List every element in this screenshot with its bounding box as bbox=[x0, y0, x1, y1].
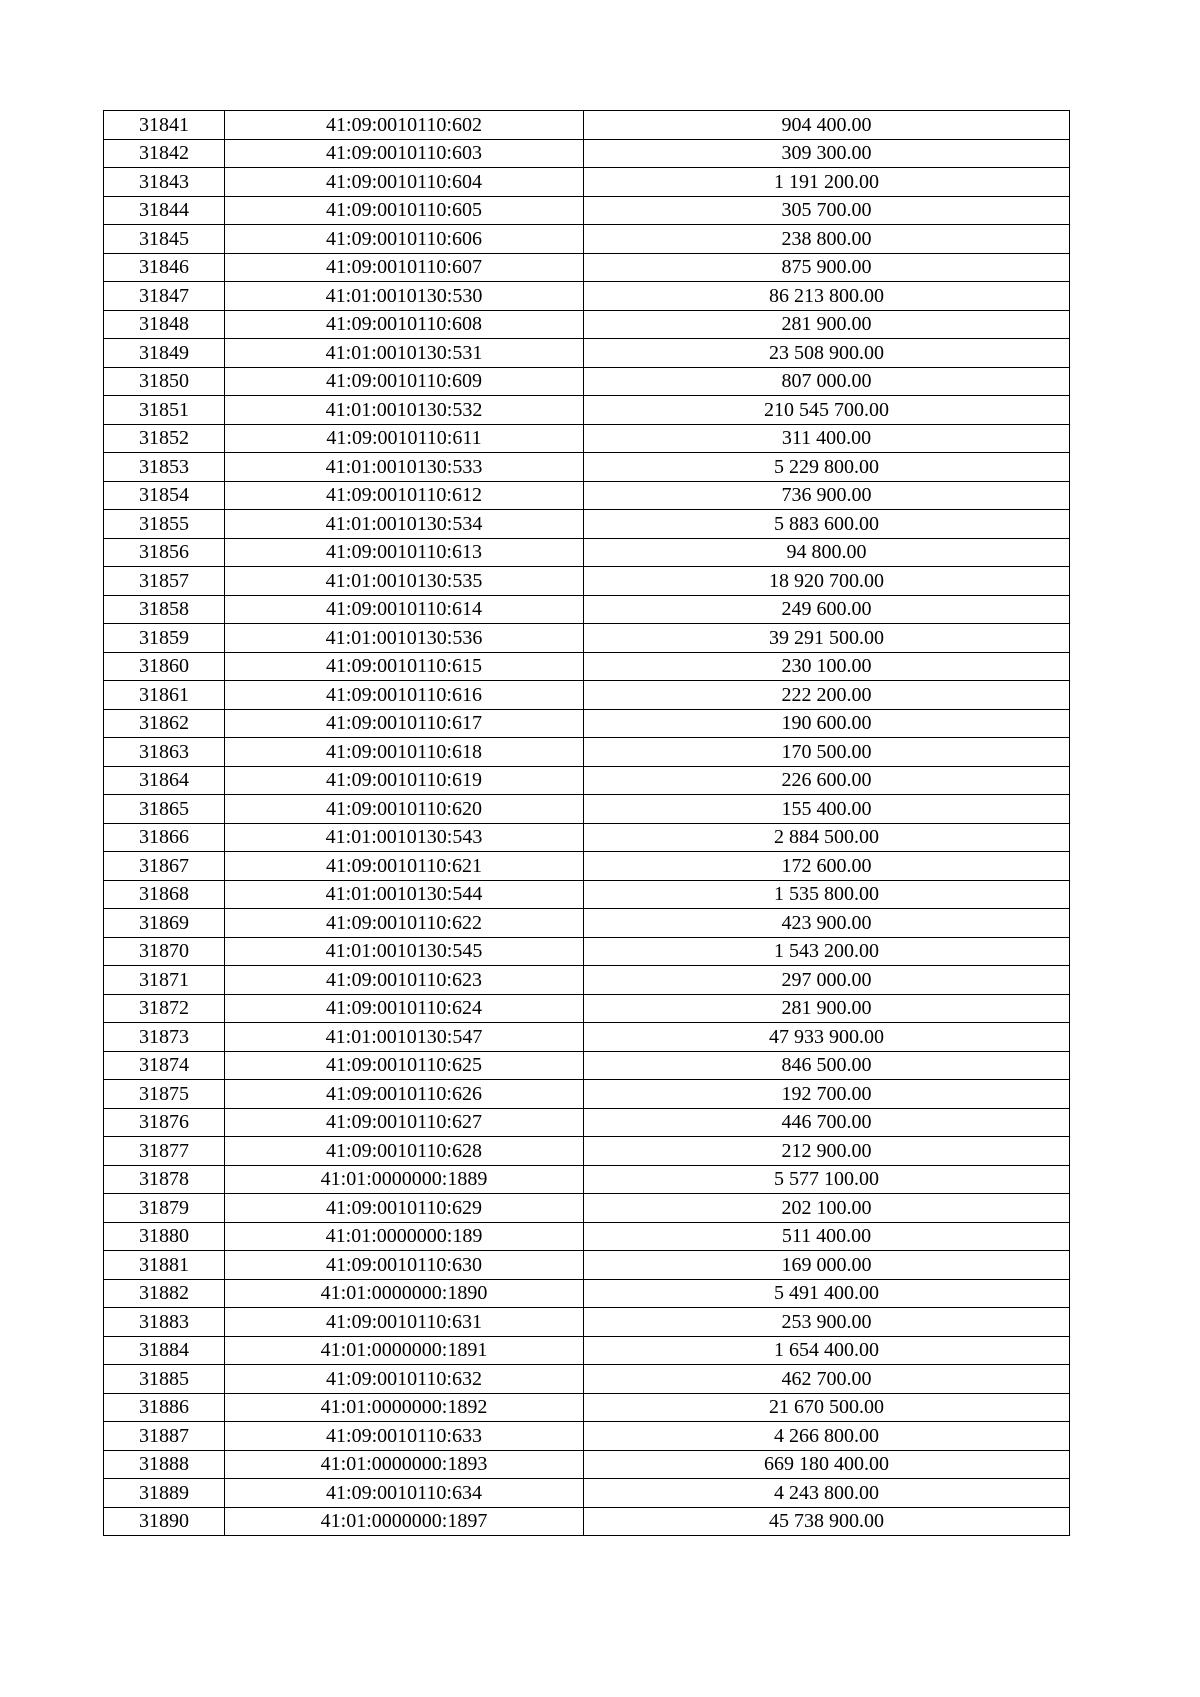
cadastral-number-cell: 41:09:0010110:609 bbox=[225, 367, 584, 396]
row-number-cell: 31867 bbox=[104, 852, 225, 881]
table-row bbox=[104, 367, 1070, 396]
row-number-cell: 31887 bbox=[104, 1422, 225, 1451]
value-cell: 230 100.00 bbox=[584, 652, 1070, 681]
table-row bbox=[104, 994, 1070, 1023]
value-cell: 1 543 200.00 bbox=[584, 937, 1070, 966]
row-number-cell: 31862 bbox=[104, 709, 225, 738]
value-cell: 47 933 900.00 bbox=[584, 1023, 1070, 1052]
cadastral-number-cell: 41:09:0010110:607 bbox=[225, 253, 584, 282]
table-row bbox=[104, 823, 1070, 852]
value-cell: 807 000.00 bbox=[584, 367, 1070, 396]
cadastral-number-cell: 41:09:0010110:611 bbox=[225, 424, 584, 453]
value-cell: 5 491 400.00 bbox=[584, 1279, 1070, 1308]
value-cell: 210 545 700.00 bbox=[584, 396, 1070, 425]
value-cell: 511 400.00 bbox=[584, 1222, 1070, 1251]
table-row bbox=[104, 624, 1070, 653]
cadastral-number-cell: 41:09:0010110:617 bbox=[225, 709, 584, 738]
value-cell: 736 900.00 bbox=[584, 481, 1070, 510]
cadastral-number-cell: 41:09:0010110:631 bbox=[225, 1308, 584, 1337]
value-cell: 18 920 700.00 bbox=[584, 567, 1070, 596]
value-cell: 2 884 500.00 bbox=[584, 823, 1070, 852]
table-row bbox=[104, 424, 1070, 453]
table-row bbox=[104, 795, 1070, 824]
value-cell: 21 670 500.00 bbox=[584, 1393, 1070, 1422]
row-number-cell: 31842 bbox=[104, 139, 225, 168]
cadastral-number-cell: 41:01:0010130:545 bbox=[225, 937, 584, 966]
row-number-cell: 31852 bbox=[104, 424, 225, 453]
table-row bbox=[104, 1080, 1070, 1109]
value-cell: 253 900.00 bbox=[584, 1308, 1070, 1337]
table-row bbox=[104, 1251, 1070, 1280]
row-number-cell: 31871 bbox=[104, 966, 225, 995]
table-row bbox=[104, 1222, 1070, 1251]
value-cell: 202 100.00 bbox=[584, 1194, 1070, 1223]
table-row bbox=[104, 1108, 1070, 1137]
table-row bbox=[104, 310, 1070, 339]
table-row bbox=[104, 282, 1070, 311]
table-row bbox=[104, 1279, 1070, 1308]
table-row bbox=[104, 1023, 1070, 1052]
cadastral-number-cell: 41:09:0010110:620 bbox=[225, 795, 584, 824]
row-number-cell: 31865 bbox=[104, 795, 225, 824]
value-cell: 5 577 100.00 bbox=[584, 1165, 1070, 1194]
value-cell: 155 400.00 bbox=[584, 795, 1070, 824]
value-cell: 305 700.00 bbox=[584, 196, 1070, 225]
cadastral-number-cell: 41:09:0010110:621 bbox=[225, 852, 584, 881]
row-number-cell: 31848 bbox=[104, 310, 225, 339]
table-row bbox=[104, 1137, 1070, 1166]
cadastral-number-cell: 41:01:0010130:535 bbox=[225, 567, 584, 596]
table-row bbox=[104, 1422, 1070, 1451]
table-row bbox=[104, 738, 1070, 767]
value-cell: 4 266 800.00 bbox=[584, 1422, 1070, 1451]
value-cell: 669 180 400.00 bbox=[584, 1450, 1070, 1479]
value-cell: 875 900.00 bbox=[584, 253, 1070, 282]
row-number-cell: 31884 bbox=[104, 1336, 225, 1365]
value-cell: 39 291 500.00 bbox=[584, 624, 1070, 653]
value-cell: 846 500.00 bbox=[584, 1051, 1070, 1080]
cadastral-value-table bbox=[103, 110, 1070, 1536]
cadastral-number-cell: 41:01:0010130:531 bbox=[225, 339, 584, 368]
cadastral-number-cell: 41:09:0010110:603 bbox=[225, 139, 584, 168]
row-number-cell: 31847 bbox=[104, 282, 225, 311]
value-cell: 169 000.00 bbox=[584, 1251, 1070, 1280]
value-cell: 1 535 800.00 bbox=[584, 880, 1070, 909]
table-row bbox=[104, 339, 1070, 368]
table-row bbox=[104, 1194, 1070, 1223]
value-cell: 311 400.00 bbox=[584, 424, 1070, 453]
row-number-cell: 31856 bbox=[104, 538, 225, 567]
cadastral-number-cell: 41:09:0010110:606 bbox=[225, 225, 584, 254]
table-row bbox=[104, 1393, 1070, 1422]
row-number-cell: 31866 bbox=[104, 823, 225, 852]
value-cell: 1 191 200.00 bbox=[584, 168, 1070, 197]
table-row bbox=[104, 1479, 1070, 1508]
value-cell: 45 738 900.00 bbox=[584, 1507, 1070, 1536]
table-row bbox=[104, 253, 1070, 282]
cadastral-number-cell: 41:09:0010110:633 bbox=[225, 1422, 584, 1451]
cadastral-number-cell: 41:09:0010110:604 bbox=[225, 168, 584, 197]
value-cell: 5 883 600.00 bbox=[584, 510, 1070, 539]
row-number-cell: 31861 bbox=[104, 681, 225, 710]
cadastral-number-cell: 41:01:0000000:1892 bbox=[225, 1393, 584, 1422]
table-row bbox=[104, 909, 1070, 938]
value-cell: 23 508 900.00 bbox=[584, 339, 1070, 368]
cadastral-number-cell: 41:09:0010110:614 bbox=[225, 595, 584, 624]
row-number-cell: 31878 bbox=[104, 1165, 225, 1194]
table-row bbox=[104, 681, 1070, 710]
row-number-cell: 31886 bbox=[104, 1393, 225, 1422]
value-cell: 4 243 800.00 bbox=[584, 1479, 1070, 1508]
table-row bbox=[104, 766, 1070, 795]
cadastral-number-cell: 41:09:0010110:619 bbox=[225, 766, 584, 795]
cadastral-number-cell: 41:09:0010110:630 bbox=[225, 1251, 584, 1280]
table-row bbox=[104, 510, 1070, 539]
table-row bbox=[104, 937, 1070, 966]
value-cell: 86 213 800.00 bbox=[584, 282, 1070, 311]
row-number-cell: 31849 bbox=[104, 339, 225, 368]
table-row bbox=[104, 595, 1070, 624]
table-row bbox=[104, 1365, 1070, 1394]
cadastral-number-cell: 41:01:0000000:1890 bbox=[225, 1279, 584, 1308]
value-cell: 238 800.00 bbox=[584, 225, 1070, 254]
table-row bbox=[104, 139, 1070, 168]
row-number-cell: 31845 bbox=[104, 225, 225, 254]
row-number-cell: 31879 bbox=[104, 1194, 225, 1223]
value-cell: 297 000.00 bbox=[584, 966, 1070, 995]
cadastral-number-cell: 41:09:0010110:622 bbox=[225, 909, 584, 938]
table-row bbox=[104, 453, 1070, 482]
row-number-cell: 31877 bbox=[104, 1137, 225, 1166]
row-number-cell: 31860 bbox=[104, 652, 225, 681]
cadastral-number-cell: 41:01:0010130:532 bbox=[225, 396, 584, 425]
row-number-cell: 31851 bbox=[104, 396, 225, 425]
value-cell: 190 600.00 bbox=[584, 709, 1070, 738]
value-cell: 281 900.00 bbox=[584, 310, 1070, 339]
table-body bbox=[104, 111, 1070, 1536]
cadastral-number-cell: 41:09:0010110:615 bbox=[225, 652, 584, 681]
row-number-cell: 31885 bbox=[104, 1365, 225, 1394]
value-cell: 1 654 400.00 bbox=[584, 1336, 1070, 1365]
value-cell: 462 700.00 bbox=[584, 1365, 1070, 1394]
cadastral-number-cell: 41:09:0010110:627 bbox=[225, 1108, 584, 1137]
cadastral-number-cell: 41:01:0010130:544 bbox=[225, 880, 584, 909]
value-cell: 5 229 800.00 bbox=[584, 453, 1070, 482]
row-number-cell: 31881 bbox=[104, 1251, 225, 1280]
cadastral-number-cell: 41:01:0010130:533 bbox=[225, 453, 584, 482]
cadastral-number-cell: 41:01:0010130:547 bbox=[225, 1023, 584, 1052]
table-row bbox=[104, 168, 1070, 197]
row-number-cell: 31843 bbox=[104, 168, 225, 197]
row-number-cell: 31868 bbox=[104, 880, 225, 909]
row-number-cell: 31874 bbox=[104, 1051, 225, 1080]
cadastral-number-cell: 41:09:0010110:624 bbox=[225, 994, 584, 1023]
row-number-cell: 31863 bbox=[104, 738, 225, 767]
cadastral-number-cell: 41:09:0010110:608 bbox=[225, 310, 584, 339]
value-cell: 172 600.00 bbox=[584, 852, 1070, 881]
row-number-cell: 31873 bbox=[104, 1023, 225, 1052]
row-number-cell: 31890 bbox=[104, 1507, 225, 1536]
table-row bbox=[104, 852, 1070, 881]
table-row bbox=[104, 1165, 1070, 1194]
row-number-cell: 31880 bbox=[104, 1222, 225, 1251]
table-row bbox=[104, 538, 1070, 567]
table-row bbox=[104, 880, 1070, 909]
table-row bbox=[104, 652, 1070, 681]
cadastral-number-cell: 41:01:0010130:534 bbox=[225, 510, 584, 539]
row-number-cell: 31889 bbox=[104, 1479, 225, 1508]
cadastral-number-cell: 41:09:0010110:634 bbox=[225, 1479, 584, 1508]
row-number-cell: 31844 bbox=[104, 196, 225, 225]
table-row bbox=[104, 225, 1070, 254]
cadastral-number-cell: 41:09:0010110:605 bbox=[225, 196, 584, 225]
row-number-cell: 31854 bbox=[104, 481, 225, 510]
table-row bbox=[104, 396, 1070, 425]
row-number-cell: 31875 bbox=[104, 1080, 225, 1109]
value-cell: 212 900.00 bbox=[584, 1137, 1070, 1166]
cadastral-number-cell: 41:09:0010110:618 bbox=[225, 738, 584, 767]
row-number-cell: 31859 bbox=[104, 624, 225, 653]
table-row bbox=[104, 196, 1070, 225]
value-cell: 281 900.00 bbox=[584, 994, 1070, 1023]
value-cell: 192 700.00 bbox=[584, 1080, 1070, 1109]
row-number-cell: 31869 bbox=[104, 909, 225, 938]
row-number-cell: 31853 bbox=[104, 453, 225, 482]
table-row bbox=[104, 1336, 1070, 1365]
value-cell: 309 300.00 bbox=[584, 139, 1070, 168]
cadastral-number-cell: 41:01:0000000:1891 bbox=[225, 1336, 584, 1365]
row-number-cell: 31846 bbox=[104, 253, 225, 282]
cadastral-number-cell: 41:09:0010110:632 bbox=[225, 1365, 584, 1394]
cadastral-number-cell: 41:01:0010130:530 bbox=[225, 282, 584, 311]
row-number-cell: 31876 bbox=[104, 1108, 225, 1137]
table-row bbox=[104, 1450, 1070, 1479]
row-number-cell: 31858 bbox=[104, 595, 225, 624]
table-row bbox=[104, 1308, 1070, 1337]
cadastral-number-cell: 41:09:0010110:623 bbox=[225, 966, 584, 995]
row-number-cell: 31882 bbox=[104, 1279, 225, 1308]
row-number-cell: 31870 bbox=[104, 937, 225, 966]
row-number-cell: 31841 bbox=[104, 111, 225, 140]
cadastral-number-cell: 41:09:0010110:628 bbox=[225, 1137, 584, 1166]
row-number-cell: 31883 bbox=[104, 1308, 225, 1337]
value-cell: 94 800.00 bbox=[584, 538, 1070, 567]
value-cell: 446 700.00 bbox=[584, 1108, 1070, 1137]
cadastral-number-cell: 41:09:0010110:602 bbox=[225, 111, 584, 140]
table-row bbox=[104, 709, 1070, 738]
row-number-cell: 31888 bbox=[104, 1450, 225, 1479]
row-number-cell: 31864 bbox=[104, 766, 225, 795]
cadastral-number-cell: 41:09:0010110:613 bbox=[225, 538, 584, 567]
cadastral-number-cell: 41:01:0000000:1897 bbox=[225, 1507, 584, 1536]
table-row bbox=[104, 1051, 1070, 1080]
row-number-cell: 31850 bbox=[104, 367, 225, 396]
table-row bbox=[104, 966, 1070, 995]
table-row bbox=[104, 481, 1070, 510]
value-cell: 249 600.00 bbox=[584, 595, 1070, 624]
row-number-cell: 31857 bbox=[104, 567, 225, 596]
table-row bbox=[104, 1507, 1070, 1536]
cadastral-number-cell: 41:09:0010110:629 bbox=[225, 1194, 584, 1223]
table-row bbox=[104, 111, 1070, 140]
value-cell: 222 200.00 bbox=[584, 681, 1070, 710]
table-row bbox=[104, 567, 1070, 596]
cadastral-number-cell: 41:09:0010110:612 bbox=[225, 481, 584, 510]
value-cell: 226 600.00 bbox=[584, 766, 1070, 795]
cadastral-number-cell: 41:09:0010110:625 bbox=[225, 1051, 584, 1080]
value-cell: 904 400.00 bbox=[584, 111, 1070, 140]
cadastral-number-cell: 41:01:0000000:1889 bbox=[225, 1165, 584, 1194]
value-cell: 423 900.00 bbox=[584, 909, 1070, 938]
row-number-cell: 31872 bbox=[104, 994, 225, 1023]
cadastral-number-cell: 41:01:0000000:1893 bbox=[225, 1450, 584, 1479]
cadastral-number-cell: 41:01:0010130:543 bbox=[225, 823, 584, 852]
value-cell: 170 500.00 bbox=[584, 738, 1070, 767]
cadastral-number-cell: 41:09:0010110:616 bbox=[225, 681, 584, 710]
row-number-cell: 31855 bbox=[104, 510, 225, 539]
cadastral-number-cell: 41:01:0010130:536 bbox=[225, 624, 584, 653]
cadastral-number-cell: 41:01:0000000:189 bbox=[225, 1222, 584, 1251]
cadastral-number-cell: 41:09:0010110:626 bbox=[225, 1080, 584, 1109]
